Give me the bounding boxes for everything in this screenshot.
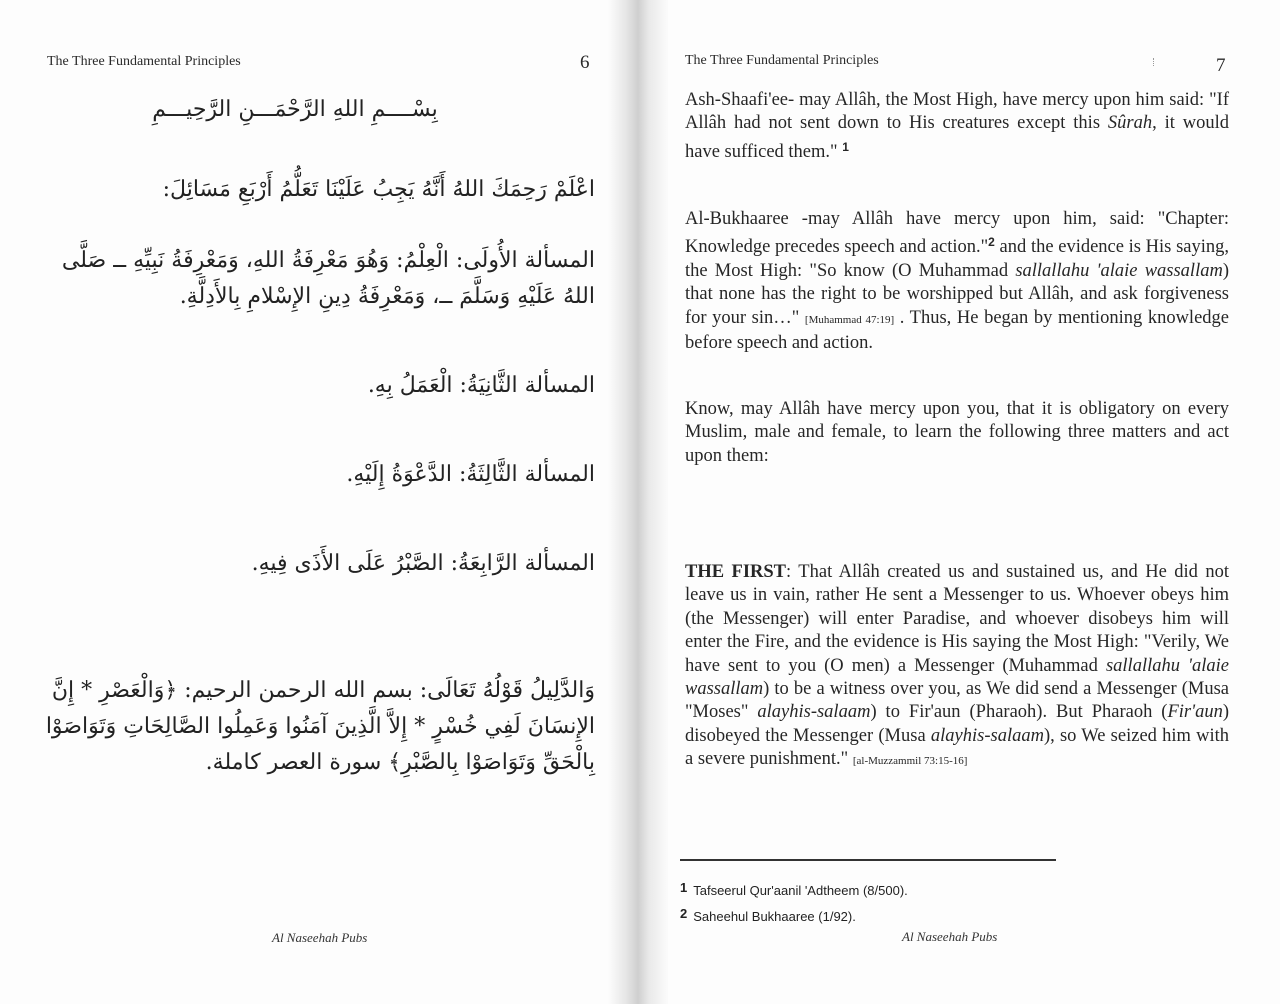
para-text: Ash-Shaafi'ee- may Allâh, the Most High, have mercy upon him said: "If Allâh had not sent down to His creatures except this — [685, 90, 1229, 134]
footnote-divider — [680, 859, 1056, 861]
arabic-intro: اعْلَمْ رَحِمَكَ اللهُ أَنَّهُ يَجِبُ عَلَيْنَا تَعَلُّمُ أَرْبَعِ مَسَائِلَ: — [162, 177, 595, 202]
paragraph-bukhaaree — [685, 208, 1229, 355]
italic-term: sallallahu 'alaie wassallam — [1015, 260, 1223, 281]
quran-reference: [Muhammad 47:19] — [804, 313, 895, 326]
para-text: , it would have sufficed them." — [685, 113, 1230, 162]
footnote-text: Tafseerul Qur'aanil 'Adtheem (8/500). — [693, 883, 908, 898]
scan-speck — [1153, 58, 1160, 66]
footnote-number: 1 — [680, 880, 688, 895]
left-page — [0, 0, 630, 1004]
para-text: Al-Bukhaaree -may Allâh have mercy upon him, said: "Chapter: Knowledge precedes speech and action." — [685, 209, 1229, 258]
para-text: ) to Fir'aun (Pharaoh). But Pharaoh ( — [870, 702, 1168, 723]
italic-term: Sûrah — [1107, 113, 1153, 134]
footnote-1 — [680, 880, 908, 898]
running-header-title: The Three Fundamental Principles — [47, 54, 241, 69]
italic-term: sallallahu 'alaie wassallam — [685, 655, 1229, 700]
basmala: بِسْــــمِ اللهِ الرَّحْمَـــنِ الرَّحِيـــمِ — [152, 97, 438, 122]
para-text: . Thus, He began by mentioning knowledge before speech and action. — [685, 307, 1229, 354]
para-text: : That Allâh created us and sustained us, and He did not leave us in vain, rather He sent a Messenger to us. Whoever obeys him (the Messenger) will enter Paradise, and whoever disobeys him will enter the Fire, and the evidence is His saying the Most High: "Verily, We have sent to you (O men) a Messenger (Muhammad — [685, 562, 1229, 676]
arabic-matter-3: المسألة الثَّالِثَةُ: الدَّعْوَةُ إِلَيْهِ. — [346, 462, 595, 487]
footnote-ref-1[interactable]: 1 — [842, 139, 849, 154]
arabic-matter-4: المسألة الرَّابِعَةُ: الصَّبْرُ عَلَى الأَذَى فِيهِ. — [251, 551, 595, 576]
paragraph-shaafiee — [685, 89, 1229, 164]
publisher-footer: Al Naseehah Pubs — [272, 930, 368, 945]
paragraph-the-first — [685, 561, 1229, 774]
running-header-title-right: The Three Fundamental Principles — [685, 53, 879, 68]
arabic-evidence: وَالدَّلِيلُ قَوْلُهُ تَعَالَى: بسم الله الرحمن الرحيم: ﴿وَالْعَصْرِ * إِنَّ الإِنسَانَ لَفِي خُسْرٍ * إِلاَّ الَّذِينَ آمَنُوا وَعَمِلُوا الصَّالِحَاتِ وَتَوَاصَوْا بِالْحَقِّ وَتَوَاصَوْا بِالصَّبْرِ﴾ سورة العصر كاملة. — [45, 678, 595, 775]
footnote-ref-2[interactable]: 2 — [988, 235, 995, 250]
section-heading: THE FIRST — [685, 562, 787, 582]
paragraph-obligation: Know, may Allâh have mercy upon you, that it is obligatory on every Muslim, male and female, to learn the following three matters and act upon them: — [685, 399, 1229, 466]
page-number: 6 — [580, 52, 590, 73]
para-text: ) disobeyed the Messenger (Musa — [685, 702, 1229, 746]
italic-term: alayhis-salaam — [930, 725, 1044, 746]
publisher-footer-right: Al Naseehah Pubs — [902, 929, 998, 944]
para-text: ) to be a witness over you, as We did send a Messenger (Musa "Moses" — [685, 679, 1229, 723]
para-text: ), so We seized him with a severe punishment." — [685, 725, 1230, 770]
footnote-number: 2 — [680, 906, 688, 921]
para-text: ) that none has the right to be worshipped but Allâh, and ask forgiveness for your sin…" — [685, 260, 1229, 328]
para-text: and the evidence is His saying, the Most High: "So know (O Muhammad — [685, 237, 1229, 281]
arabic-matter-1: المسألة الأُولَى: الْعِلْمُ: وَهُوَ مَعْرِفَةُ اللهِ، وَمَعْرِفَةُ نَبِيِّهِ ــ صَلَّى اللهُ عَلَيْهِ وَسَلَّمَ ــ، وَمَعْرِفَةُ دِينِ الإِسْلامِ بِالأَدِلَّةِ. — [61, 248, 595, 309]
quran-reference: [al-Muzzammil 73:15-16] — [852, 755, 968, 768]
footnote-2 — [680, 906, 856, 924]
footnote-text: Saheehul Bukhaaree (1/92). — [693, 909, 856, 924]
italic-term: Fir'aun — [1167, 702, 1223, 723]
italic-term: alayhis-salaam — [757, 702, 871, 723]
page-number-right: 7 — [1216, 55, 1226, 76]
arabic-matter-2: المسألة الثَّانِيَةُ: الْعَمَلُ بِهِ. — [367, 373, 595, 398]
